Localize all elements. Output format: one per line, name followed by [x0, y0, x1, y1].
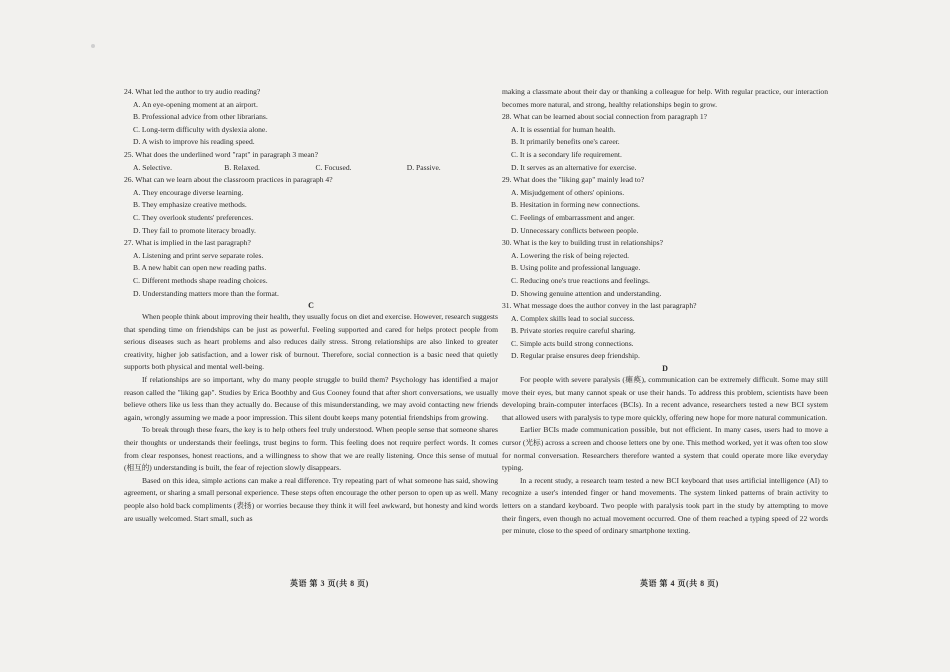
question-31-option-c: C. Simple acts build strong connections. — [511, 338, 634, 348]
question-27-stem: 27. What is implied in the last paragraph? — [124, 238, 251, 248]
passage-d-paragraph-3: In a recent study, a research team tested a new BCI keyboard that uses artificial intelligence (AI) to recognize a user's intended finger or hand movements. The system linked patterns of brain activity to letters on a standard keyboard. Two people with paralysis took part in the study by attempting to move their fingers, even though no actual movement occurred. One of them reached a typing speed of 22 words per minute, close to the speed of ordinary smartphone texting. — [502, 475, 828, 536]
passage-c-continued: making a classmate about their day or thanking a colleague for help. With regular practice, our interaction becomes more natural, and strong, healthy relationships begin to grow. — [502, 87, 828, 109]
right-page-footer: 英语 第 4 页(共 8 页) — [640, 579, 719, 588]
question-31-option-b: B. Private stories require careful sharing. — [511, 326, 636, 336]
question-24-stem: 24. What led the author to try audio reading? — [124, 87, 261, 96]
question-25-option-b: B. Relaxed. — [224, 162, 260, 172]
question-31-option-d: D. Regular praise ensures deep friendship. — [511, 351, 640, 361]
section-d-heading: D — [662, 364, 668, 374]
question-25-stem: 25. What does the underlined word "rapt" in paragraph 3 mean? — [124, 149, 318, 159]
question-25-option-a: A. Selective. — [133, 162, 173, 172]
question-29-option-a: A. Misjudgement of others' opinions. — [511, 187, 625, 197]
question-28-stem: 28. What can be learned about social connection from paragraph 1? — [502, 112, 708, 122]
question-25-option-c: C. Focused. — [315, 162, 352, 172]
passage-c-paragraph-1: When people think about improving their health, they usually focus on diet and exercise. However, research suggests that spending time on friendships can be just as powerful. Feeling supported and cared for helps protect people from serious diseases such as heart problems and also reduces daily stress. Strong relationships are also linked to greater creativity, higher job satisfaction, and a lower risk of burnout. Therefore, social connection is a basic need that quietly supports both physical and mental well-being. — [124, 312, 498, 372]
question-29-option-c: C. Feelings of embarrassment and anger. — [511, 212, 635, 222]
question-28-option-a: A. It is essential for human health. — [511, 124, 616, 134]
question-26-option-b: B. They emphasize creative methods. — [133, 200, 247, 210]
question-29-stem: 29. What does the "liking gap" mainly lead to? — [502, 175, 645, 185]
question-29-option-d: D. Unnecessary conflicts between people. — [511, 225, 639, 235]
passage-d-paragraph-1: For people with severe paralysis (瘫痪), communication can be extremely difficult. Some may still move their eyes, but many cannot speak or use their hands. To address this problem, scientists have been developing brain-computer interfaces (BCIs). In a recent advance, researchers tested a new BCI system that allowed users with paralysis to type more quickly, offering new hope for more natural communication. — [502, 375, 828, 422]
question-29-option-b: B. Hesitation in forming new connections. — [511, 200, 640, 210]
question-26-stem: 26. What can we learn about the classroom practices in paragraph 4? — [124, 175, 333, 185]
left-page-column — [124, 86, 498, 525]
question-26-option-d: D. They fail to promote literacy broadly. — [133, 225, 256, 235]
scan-speck — [91, 44, 95, 48]
right-page-column — [502, 86, 828, 538]
question-30-stem: 30. What is the key to building trust in relationships? — [502, 238, 663, 248]
question-24-option-a: A. An eye-opening moment at an airport. — [133, 99, 258, 109]
question-28-option-d: D. It serves as an alternative for exercise. — [511, 162, 637, 172]
passage-c-paragraph-2: If relationships are so important, why do many people struggle to build them? Psychology has identified a major reason called the "liking gap". Studies by Erica Boothby and Gus Cooney found that after short conversations, we usually believe others like us less than they actually do. Because of this misunderstanding, we may avoid contacting new friends again, wrongly assuming we made a poor impression. This silent doubt keeps many potential friendships from growing. — [124, 375, 498, 422]
question-30-option-a: A. Lowering the risk of being rejected. — [511, 250, 630, 260]
question-27-option-d: D. Understanding matters more than the format. — [133, 288, 279, 298]
section-c-heading: C — [308, 301, 314, 311]
question-28-option-c: C. It is a secondary life requirement. — [511, 149, 622, 159]
passage-c-paragraph-3: To break through these fears, the key is to help others feel truly understood. When people sense that someone shares their thoughts or understands their feelings, trust begins to form. This feeling does not require perfect words. It comes from clear responses, honest reactions, and a willingness to show that we are really listening. Once this sense of mutual (相互的) understanding is built, the fear of rejection slowly disappears. — [124, 425, 498, 473]
question-26-option-c: C. They overlook students' preferences. — [133, 212, 254, 222]
question-27-option-b: B. A new habit can open new reading paths. — [133, 263, 267, 273]
question-30-option-d: D. Showing genuine attention and understanding. — [511, 288, 662, 298]
question-26-option-a: A. They encourage diverse learning. — [133, 187, 244, 197]
question-24-option-b: B. Professional advice from other librarians. — [133, 112, 268, 122]
question-25-options — [133, 162, 498, 175]
question-31-stem: 31. What message does the author convey in the last paragraph? — [502, 301, 697, 311]
question-30-option-c: C. Reducing one's true reactions and feelings. — [511, 275, 650, 285]
question-28-option-b: B. It primarily benefits one's career. — [511, 137, 620, 147]
passage-c-paragraph-4: Based on this idea, simple actions can make a real difference. Try repeating part of what someone has said, showing agreement, or sharing a small personal experience. These steps often encourage the other person to open up as well. Many people also hold back compliments (表扬) or worries because they think it will feel awkward, but honesty and kind words are usually welcomed. Start small, such as — [124, 475, 498, 523]
question-30-option-b: B. Using polite and professional language. — [511, 263, 641, 273]
question-31-option-a: A. Complex skills lead to social success. — [511, 313, 635, 323]
passage-d-paragraph-2: Earlier BCIs made communication possible, but not efficient. In many cases, users had to move a cursor (光标) across a screen and choose letters one by one. This method worked, yet it was often too slow for normal conversation. Researchers therefore wanted a system that could operate more like everyday typing. — [502, 425, 828, 473]
question-24-option-c: C. Long-term difficulty with dyslexia alone. — [133, 124, 268, 134]
left-page-footer: 英语 第 3 页(共 8 页) — [290, 579, 369, 588]
question-27-option-c: C. Different methods shape reading choices. — [133, 275, 268, 285]
question-27-option-a: A. Listening and print serve separate roles. — [133, 250, 264, 260]
question-24-option-d: D. A wish to improve his reading speed. — [133, 137, 255, 147]
question-25-option-d: D. Passive. — [406, 162, 441, 172]
